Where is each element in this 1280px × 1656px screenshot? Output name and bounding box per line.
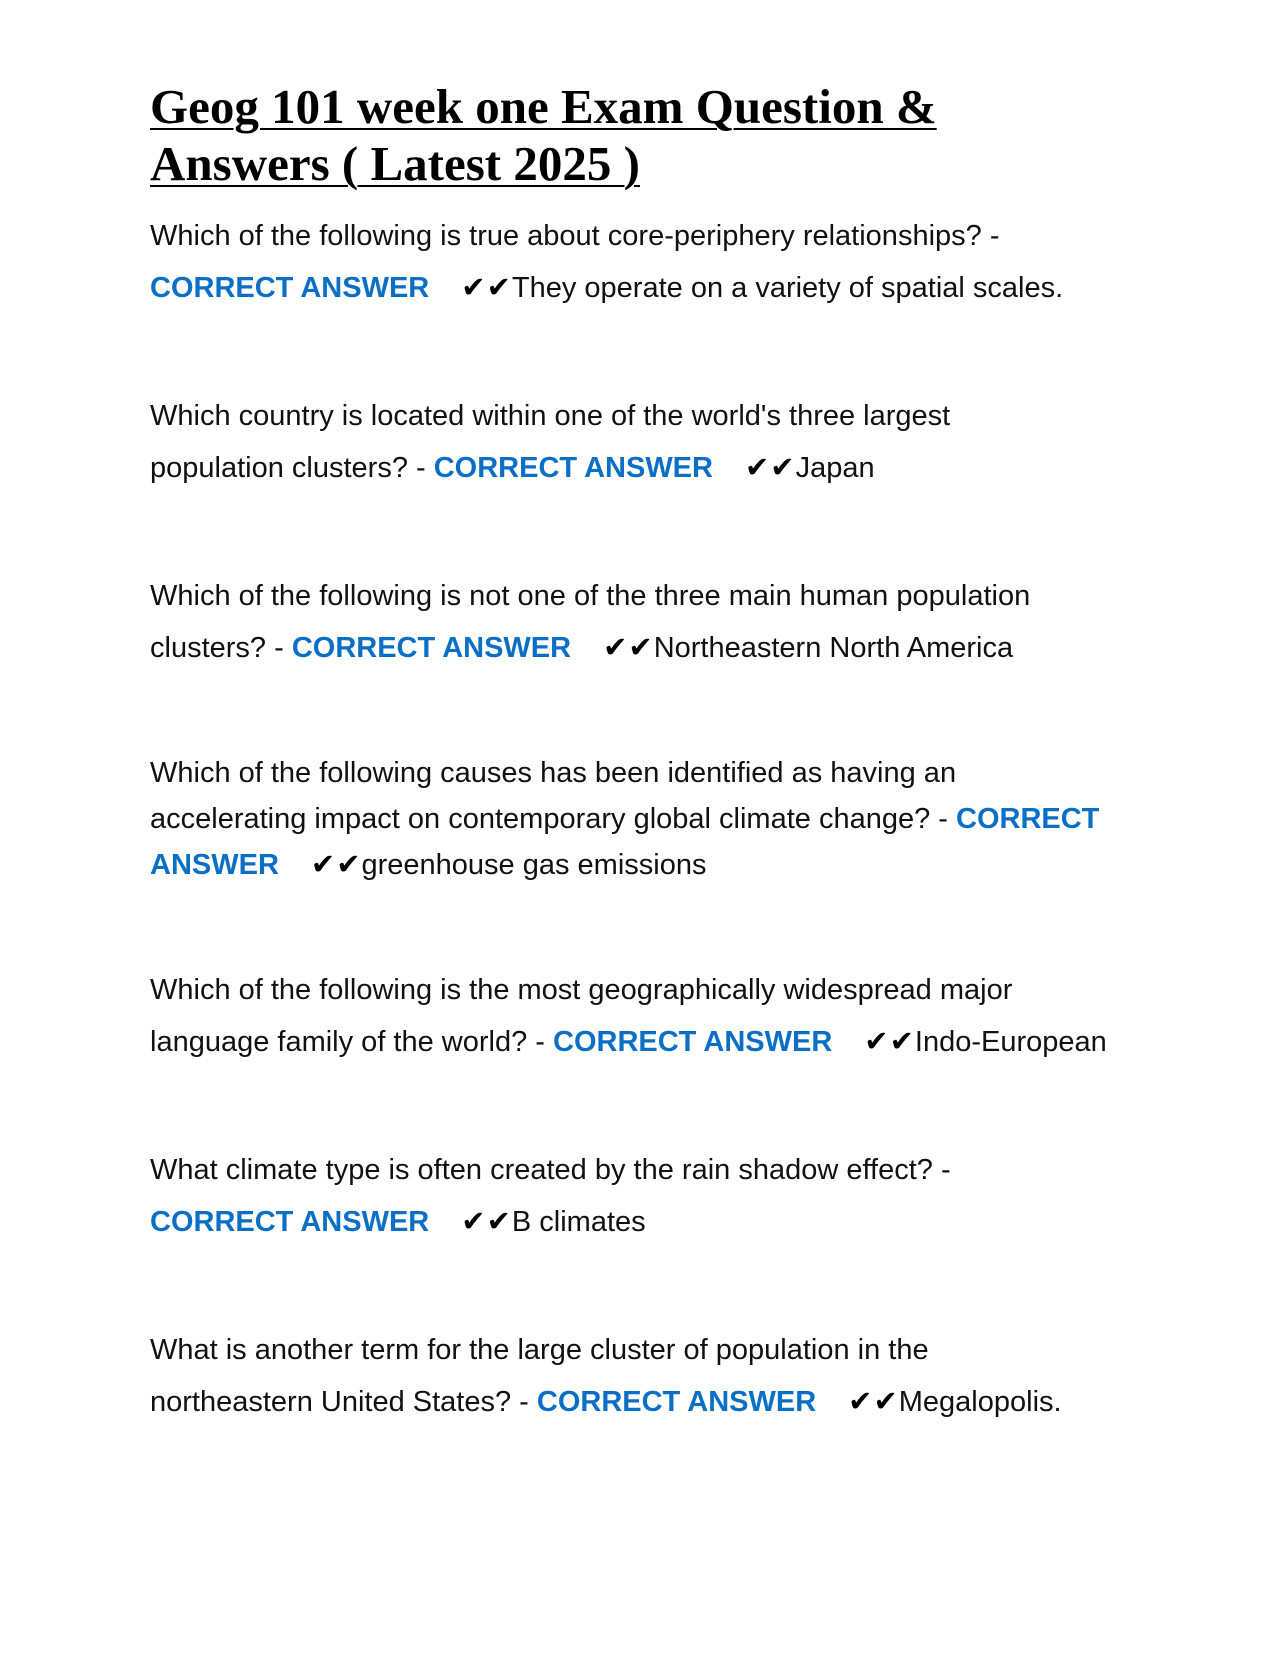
question-answer-item-5 xyxy=(150,964,1140,1068)
page-title xyxy=(150,78,1050,192)
check-marks-icon: ✔✔ xyxy=(848,1386,899,1418)
answer-text: Japan xyxy=(795,452,875,484)
answer-text: Indo-European xyxy=(914,1026,1107,1058)
answer-text: Megalopolis. xyxy=(898,1386,1062,1418)
answer-text: B climates xyxy=(511,1206,646,1238)
question-answer-item-6 xyxy=(150,1144,1140,1248)
question-text: Which of the following is the most geographically widespread major xyxy=(150,974,1013,1006)
title-line-2: Answers ( Latest 2025 ) xyxy=(150,136,640,191)
check-marks-icon: ✔✔ xyxy=(744,452,796,484)
question-text: What is another term for the large cluster of population in the xyxy=(150,1334,929,1366)
question-answer-item-3 xyxy=(150,570,1140,674)
correct-answer-label: CORRECT ANSWER xyxy=(291,632,572,664)
correct-answer-label: CORRECT ANSWER xyxy=(536,1386,817,1418)
question-answer-item-1 xyxy=(150,210,1140,314)
question-text: Which country is located within one of the world's three largest xyxy=(150,400,951,432)
question-text-cont: population clusters? - xyxy=(150,452,426,484)
correct-answer-label: CORRECT ANSWER xyxy=(150,272,430,304)
check-marks-icon: ✔✔ xyxy=(310,849,362,881)
check-marks-icon: ✔✔ xyxy=(461,272,512,304)
question-text-cont: clusters? - xyxy=(150,632,284,664)
question-text-cont: language family of the world? - xyxy=(150,1026,545,1058)
question-text-cont: accelerating impact on contemporary global climate change? - xyxy=(150,803,948,835)
check-marks-icon: ✔✔ xyxy=(864,1026,915,1058)
answer-text: Northeastern North America xyxy=(653,632,1014,664)
answer-text: They operate on a variety of spatial scales. xyxy=(511,272,1064,304)
check-marks-icon: ✔✔ xyxy=(603,632,654,664)
check-marks-icon: ✔✔ xyxy=(461,1206,512,1238)
document-content xyxy=(150,78,1140,1504)
answer-text: greenhouse gas emissions xyxy=(361,849,707,881)
correct-answer-label: CORRECT ANSWER xyxy=(553,1026,833,1058)
question-text: Which of the following causes has been identified as having an xyxy=(150,757,957,789)
question-text-cont: northeastern United States? - xyxy=(150,1386,529,1418)
title-line-1: Geog 101 week one Exam Question & xyxy=(150,79,937,134)
correct-answer-label: CORRECT ANSWER xyxy=(433,452,713,484)
question-answer-item-7 xyxy=(150,1324,1140,1428)
question-answer-item-4 xyxy=(150,750,1140,888)
question-text: Which of the following is not one of the three main human population xyxy=(150,580,1031,612)
question-text: Which of the following is true about core-periphery relationships? - xyxy=(150,220,1000,252)
correct-answer-label: CORRECT ANSWER xyxy=(150,1206,430,1238)
question-answer-item-2 xyxy=(150,390,1140,494)
question-text: What climate type is often created by the rain shadow effect? - xyxy=(150,1154,951,1186)
correct-answer-label: CORRECT ANSWER xyxy=(150,803,1100,881)
